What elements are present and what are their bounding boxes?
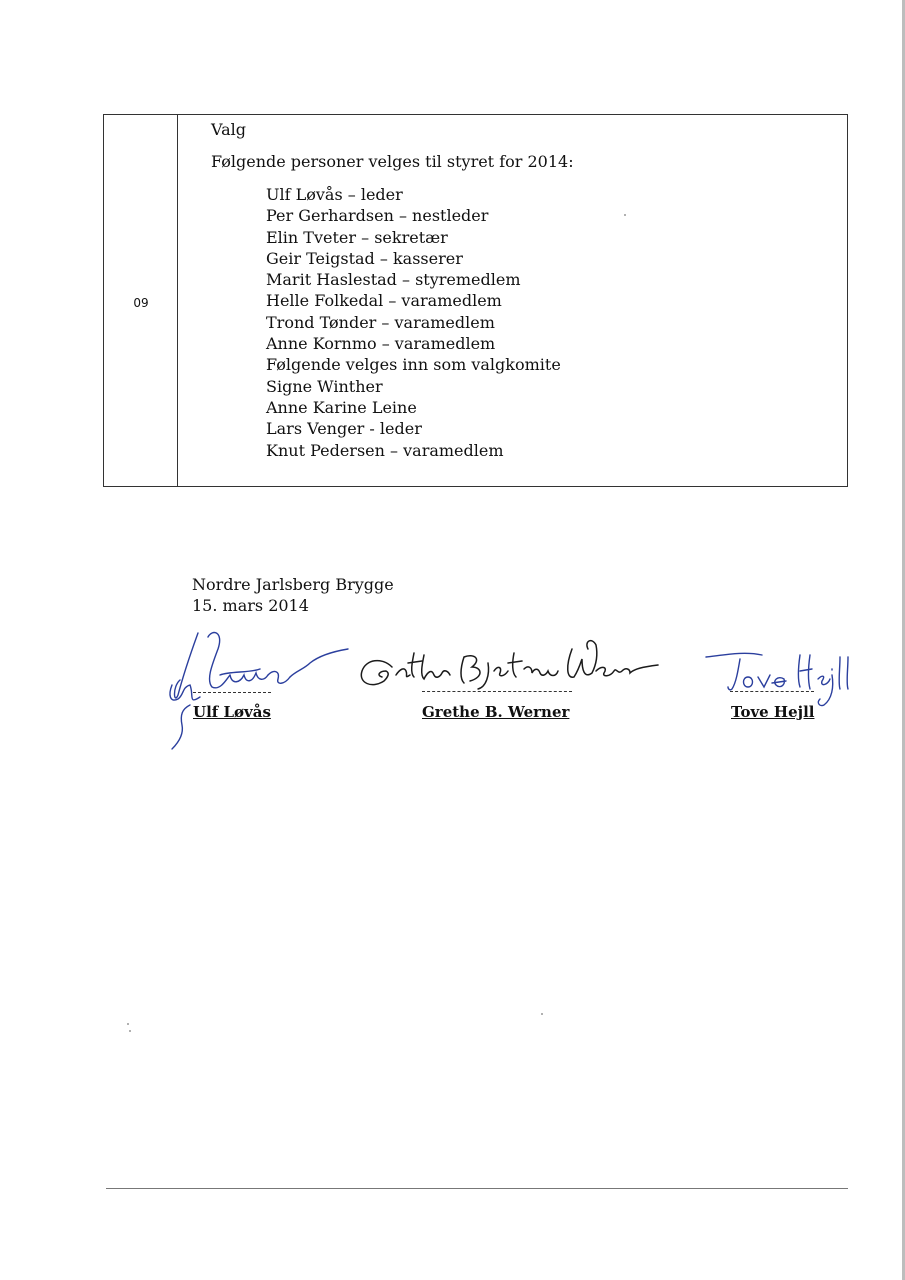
list-item: Trond Tønder – varamedlem <box>266 312 495 332</box>
list-item: Geir Teigstad – kasserer <box>266 248 463 268</box>
signature-line <box>422 691 572 692</box>
list-item: Lars Venger - leder <box>266 419 422 439</box>
signature-line <box>193 692 271 693</box>
list-item: Helle Folkedal – varamedlem <box>266 291 502 311</box>
signatory-name: Tove Hejll <box>731 703 815 721</box>
item-number-column <box>104 115 178 486</box>
list-item: Signe Winther <box>266 376 383 396</box>
signing-date: 15. mars 2014 <box>192 596 309 615</box>
place-and-date <box>192 574 394 616</box>
list-item: Anne Kornmo – varamedlem <box>266 334 496 354</box>
scan-speck <box>127 1023 129 1025</box>
footer-rule <box>106 1188 848 1189</box>
list-item: Ulf Løvås – leder <box>266 185 403 204</box>
signature-grethe-werner <box>352 635 664 705</box>
list-item: Marit Haslestad – styremedlem <box>266 270 521 290</box>
scan-speck <box>129 1030 131 1032</box>
item-heading: Valg <box>211 120 246 139</box>
list-item: Per Gerhardsen – nestleder <box>266 206 489 226</box>
list-item: Knut Pedersen – varamedlem <box>266 440 504 460</box>
item-intro: Følgende personer velges til styret for 2014: <box>211 152 574 171</box>
signing-place: Nordre Jarlsberg Brygge <box>192 575 394 594</box>
list-item: Elin Tveter – sekretær <box>266 227 448 247</box>
signatory-name: Ulf Løvås <box>193 703 271 721</box>
member-list <box>266 184 574 461</box>
list-item: Anne Karine Leine <box>266 397 417 417</box>
item-content <box>211 120 574 461</box>
signature-line <box>730 691 814 692</box>
scan-speck <box>624 214 626 216</box>
list-item: Følgende velges inn som valgkomite <box>266 355 561 375</box>
scan-speck <box>541 1013 543 1015</box>
item-number: 09 <box>133 296 149 310</box>
signatory-name: Grethe B. Werner <box>422 703 570 721</box>
agenda-table <box>103 114 848 487</box>
signature-ulf-lovas <box>160 625 355 755</box>
